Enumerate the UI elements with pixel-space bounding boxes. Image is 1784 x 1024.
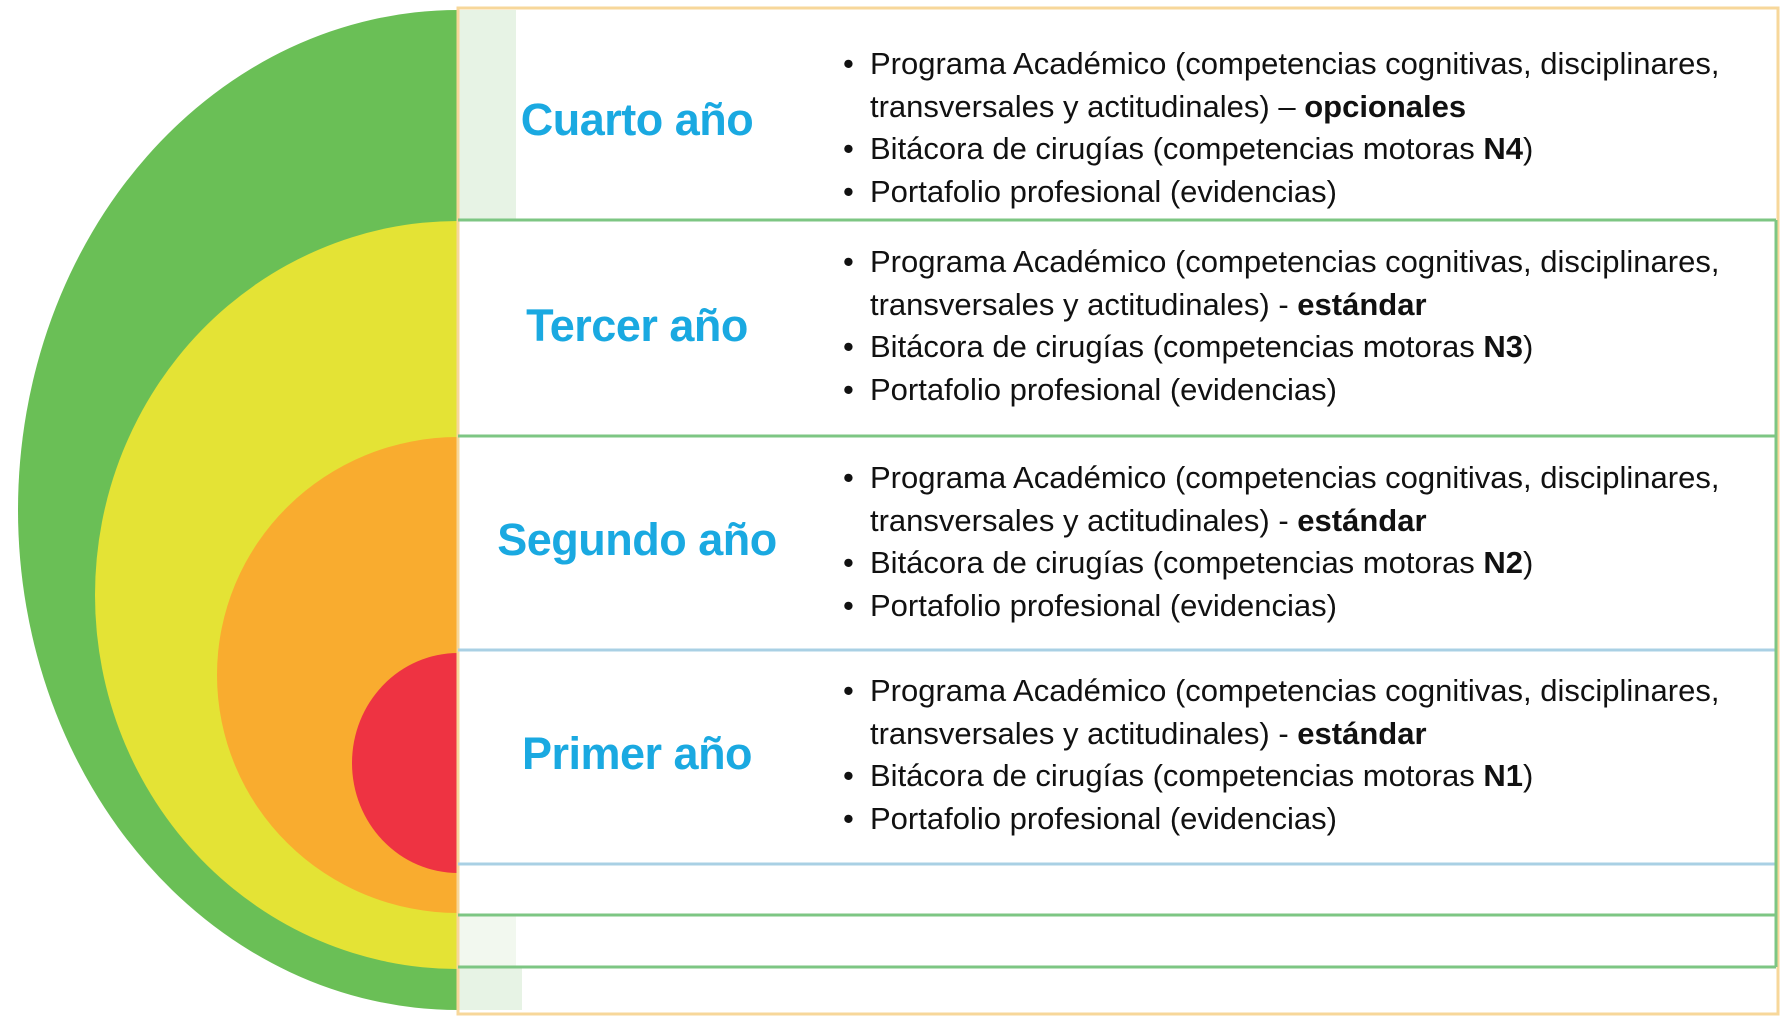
bullet-list	[843, 670, 1719, 840]
list-item: • Portafolio profesional (evidencias)	[843, 798, 1719, 841]
year-title: Cuarto año	[520, 94, 754, 145]
list-item: • Programa Académico (competencias cognitivas, disciplinares, transversales y actitudinales) - estándar	[843, 670, 1719, 755]
row-first-year	[458, 652, 1778, 863]
bullet-list	[843, 43, 1719, 213]
left-shade-bottom	[458, 968, 522, 1010]
list-item: • Bitácora de cirugías (competencias motoras N3)	[843, 326, 1719, 369]
year-title: Tercer año	[526, 300, 748, 351]
row-second-year	[458, 438, 1778, 649]
bullet-list	[843, 241, 1719, 411]
left-shade-mid	[458, 916, 516, 966]
list-item: • Bitácora de cirugías (competencias motoras N4)	[843, 128, 1719, 171]
list-item: • Bitácora de cirugías (competencias motoras N1)	[843, 755, 1719, 798]
row-third-year	[458, 222, 1778, 435]
list-item: • Portafolio profesional (evidencias)	[843, 369, 1719, 412]
row-fourth-year	[458, 10, 1778, 220]
year-title: Primer año	[521, 728, 753, 779]
list-item: • Portafolio profesional (evidencias)	[843, 171, 1719, 214]
year-title: Segundo año	[497, 514, 777, 565]
list-item: • Programa Académico (competencias cognitivas, disciplinares, transversales y actitudinales) - estándar	[843, 457, 1719, 542]
list-item: • Programa Académico (competencias cognitivas, disciplinares, transversales y actitudinales) - estándar	[843, 241, 1719, 326]
bullet-list	[843, 457, 1719, 627]
list-item: • Programa Académico (competencias cognitivas, disciplinares, transversales y actitudinales) – opcionales	[843, 43, 1719, 128]
list-item: • Bitácora de cirugías (competencias motoras N2)	[843, 542, 1719, 585]
list-item: • Portafolio profesional (evidencias)	[843, 585, 1719, 628]
